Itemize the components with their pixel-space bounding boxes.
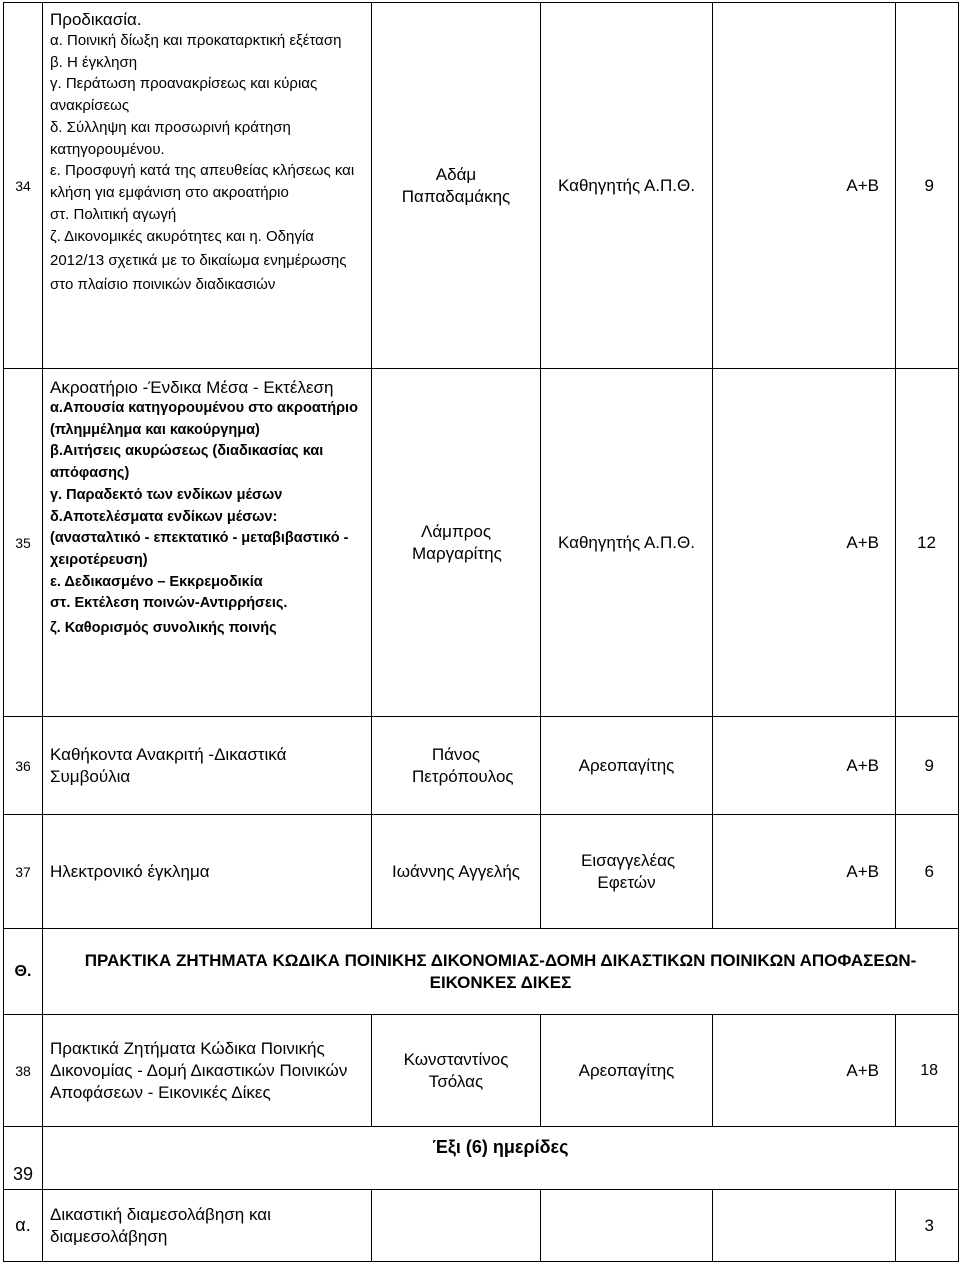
hours-cell: 12 [896, 369, 959, 717]
hours-cell: 3 [896, 1190, 959, 1262]
lecturer-cell: Ιωάννης Αγγελής [372, 815, 541, 929]
position-cell: Αρεοπαγίτης [541, 1015, 713, 1127]
table-row [4, 369, 959, 717]
topic-cell: Καθήκοντα Ανακριτή -Δικαστικά Συμβούλια [43, 717, 372, 815]
list-item: γ. Περάτωση προανακρίσεως και κύριας ανακρίσεως [50, 75, 318, 115]
list-item: γ. Παραδεκτό των ενδίκων μέσων [50, 486, 283, 503]
row-number: 39 [4, 1127, 43, 1190]
category-cell: Α+Β [713, 369, 896, 717]
position-cell: Αρεοπαγίτης [541, 717, 713, 815]
topic-cell [43, 369, 372, 717]
hours-cell: 9 [896, 3, 959, 369]
empty-cell [713, 1190, 896, 1262]
hours-cell: 18 [896, 1015, 959, 1127]
list-item: α. Ποινική δίωξη και προκαταρκτική εξέταση [50, 32, 342, 49]
table-row [4, 1127, 959, 1190]
section-title: ΠΡΑΚΤΙΚΑ ΖΗΤΗΜΑΤΑ ΚΩΔΙΚΑ ΠΟΙΝΙΚΗΣ ΔΙΚΟΝΟΜΙΑΣ-ΔΟΜΗ ΔΙΚΑΣΤΙΚΩΝ ΠΟΙΝΙΚΩΝ ΑΠΟΦΑΣΕΩΝ-ΕΙΚΟΝΚΕΣ ΔΙΚΕΣ [43, 929, 959, 1015]
position-cell: Καθηγητής Α.Π.Θ. [541, 3, 713, 369]
topic-title: Προδικασία. [50, 10, 142, 29]
list-item: ζ. Δικονομικές ακυρότητες και η. Οδηγία 2012/13 σχετικά με το δικαίωμα ενημέρωσης στο πλαίσιο ποινικών διαδικασιών [50, 228, 347, 294]
topic-cell: Ηλεκτρονικό έγκλημα [43, 815, 372, 929]
list-item: β.Αιτήσεις ακυρώσεως (διαδικασίας και απόφασης) [50, 443, 324, 482]
section-letter: Θ. [4, 929, 43, 1015]
list-item: ε. Δεδικασμένο – Εκκρεμοδικία [50, 573, 263, 590]
lecturer-cell: Λάμπρος Μαργαρίτης [372, 369, 541, 717]
list-item: ζ. Καθορισμός συνολικής ποινής [50, 620, 277, 637]
row-number: 36 [4, 717, 43, 815]
category-cell: Α+Β [713, 1015, 896, 1127]
hours-cell: 9 [896, 717, 959, 815]
section-header-row [4, 929, 959, 1015]
category-cell: Α+Β [713, 815, 896, 929]
row-number: 38 [4, 1015, 43, 1127]
category-cell: Α+Β [713, 3, 896, 369]
category-cell: Α+Β [713, 717, 896, 815]
topic-cell: Πρακτικά Ζητήματα Κώδικα Ποινικής Δικονομίας - Δομή Δικαστικών Ποινικών Αποφάσεων - Εικονικές Δίκες [43, 1015, 372, 1127]
row-number: 34 [4, 3, 43, 369]
table-row [4, 815, 959, 929]
lecturer-cell: Πάνος Πετρόπουλος [372, 717, 541, 815]
topic-cell: Δικαστική διαμεσολάβηση και διαμεσολάβηση [43, 1190, 372, 1262]
row-number: 35 [4, 369, 43, 717]
section-subtitle: Έξι (6) ημερίδες [43, 1127, 959, 1190]
position-cell: Καθηγητής Α.Π.Θ. [541, 369, 713, 717]
list-item: δ.Αποτελέσματα ενδίκων μέσων: (ανασταλτικό - επεκτατικό - μεταβιβαστικό - χειροτέρευση) [50, 508, 349, 568]
lecturer-cell: Κωνσταντίνος Τσόλας [372, 1015, 541, 1127]
list-item: α.Απουσία κατηγορουμένου στο ακροατήριο (πλημμέλημα και κακούργημα) [50, 400, 358, 438]
hours-cell: 6 [896, 815, 959, 929]
list-item: β. Η έγκληση [50, 53, 138, 71]
table-row [4, 717, 959, 815]
topic-title: Ακροατήριο -Ένδικα Μέσα - Εκτέλεση [50, 378, 334, 397]
empty-cell [541, 1190, 713, 1262]
list-item: στ. Πολιτική αγωγή [50, 205, 177, 223]
lecturer-cell: Αδάμ Παπαδαμάκης [372, 3, 541, 369]
table-row [4, 1015, 959, 1127]
course-schedule-table [3, 2, 959, 1262]
list-item: στ. Εκτέλεση ποινών-Αντιρρήσεις. [50, 595, 288, 612]
row-number: α. [4, 1190, 43, 1262]
row-number: 37 [4, 815, 43, 929]
position-cell: Εισαγγελέας Εφετών [541, 815, 713, 929]
empty-cell [372, 1190, 541, 1262]
list-item: δ. Σύλληψη και προσωρινή κράτηση κατηγορουμένου. [50, 118, 291, 158]
list-item: ε. Προσφυγή κατά της απευθείας κλήσεως και κλήση για εμφάνιση στο ακροατήριο [50, 162, 355, 201]
table-row [4, 1190, 959, 1262]
table-row [4, 3, 959, 369]
topic-cell [43, 3, 372, 369]
